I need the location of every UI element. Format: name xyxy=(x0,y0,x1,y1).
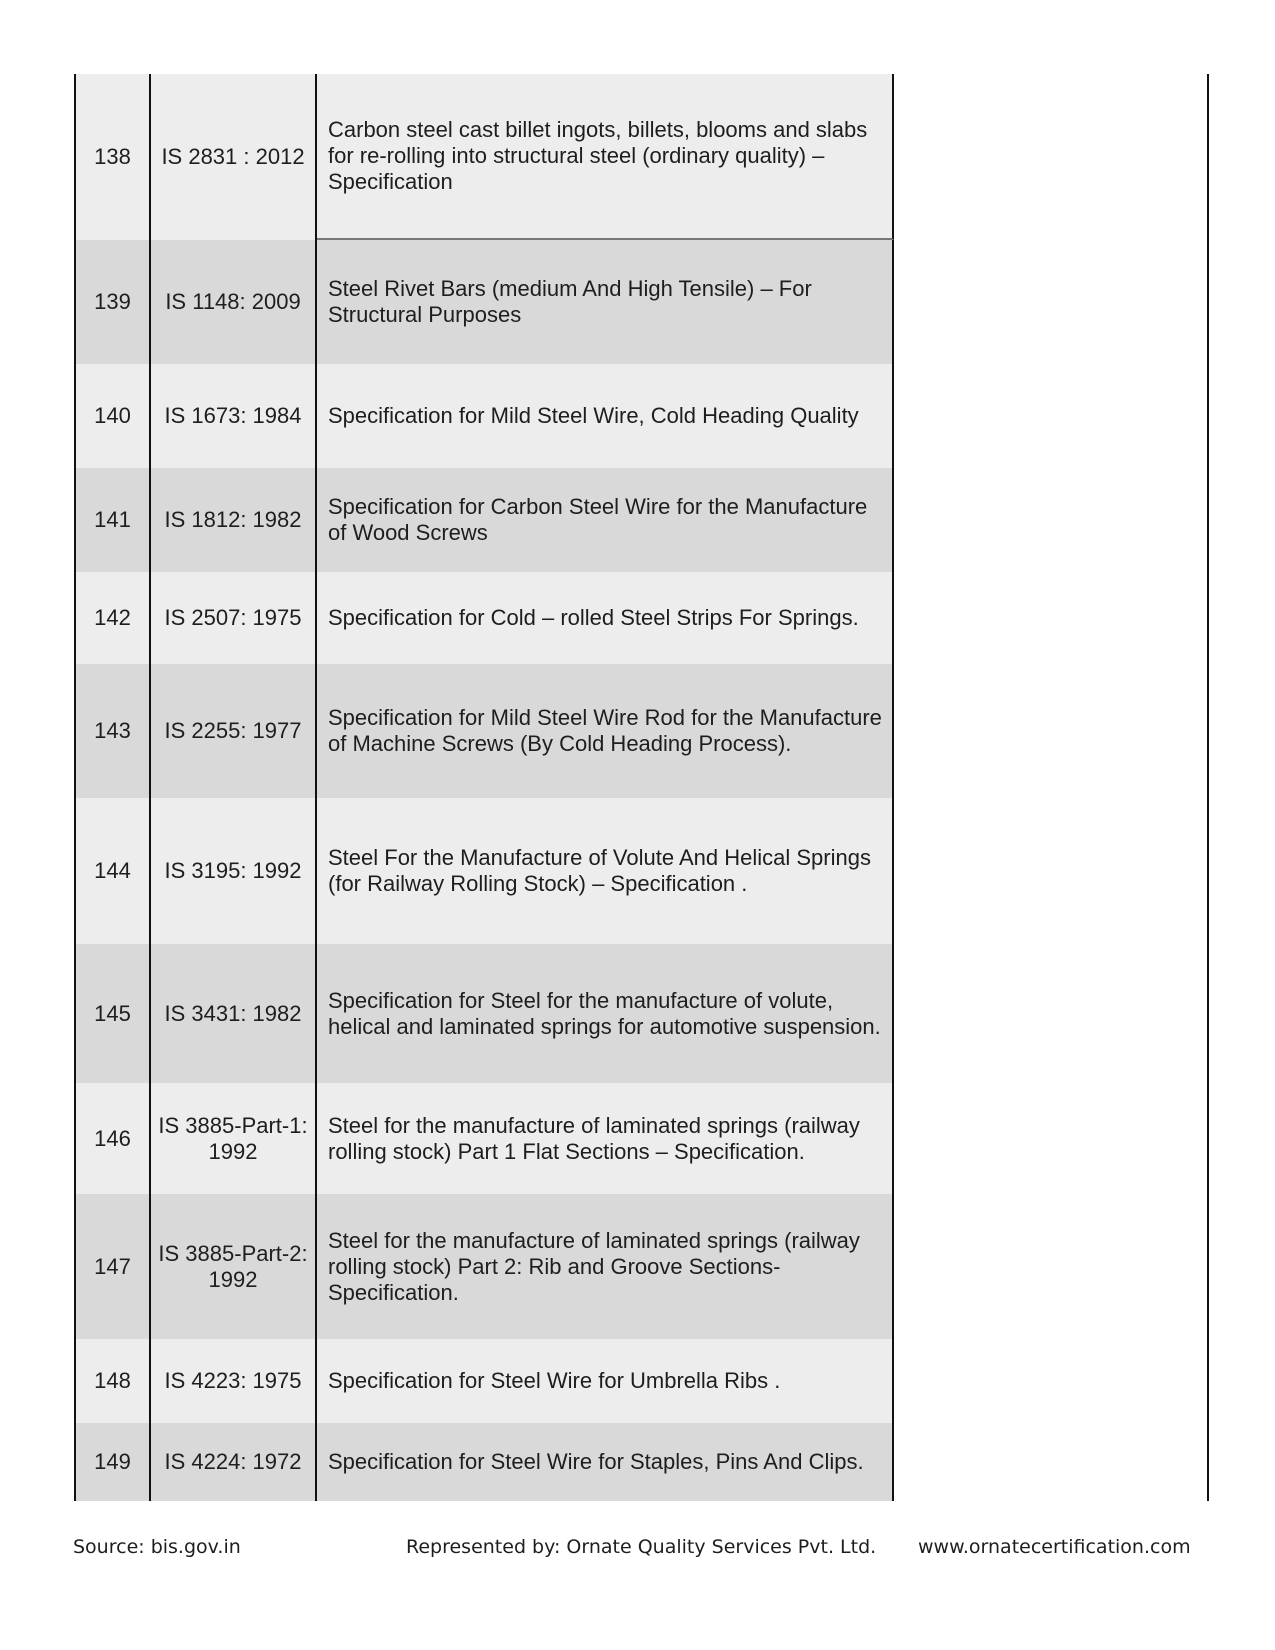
row-number: 142 xyxy=(74,572,151,664)
footer-website: www.ornatecertification.com xyxy=(918,1536,1191,1558)
standard-description: Specification for Steel Wire for Staples, Pins And Clips. xyxy=(317,1423,894,1501)
standard-description: Specification for Carbon Steel Wire for the Manufacture of Wood Screws xyxy=(317,468,894,572)
standard-code: IS 3885-Part-1: 1992 xyxy=(151,1083,317,1194)
row-number: 143 xyxy=(74,664,151,798)
page-footer xyxy=(0,1536,1275,1566)
row-number: 140 xyxy=(74,364,151,468)
standard-code: IS 1148: 2009 xyxy=(151,240,317,364)
table-row xyxy=(74,74,894,240)
table-row xyxy=(74,468,894,572)
standard-code: IS 2507: 1975 xyxy=(151,572,317,664)
row-number: 144 xyxy=(74,798,151,944)
row-number: 148 xyxy=(74,1339,151,1423)
standard-description: Specification for Mild Steel Wire Rod for the Manufacture of Machine Screws (By Cold Heading Process). xyxy=(317,664,894,798)
table-row xyxy=(74,1339,894,1423)
table-row xyxy=(74,664,894,798)
standard-description: Carbon steel cast billet ingots, billets, blooms and slabs for re-rolling into structural steel (ordinary quality) – Specification xyxy=(317,74,894,240)
row-number: 149 xyxy=(74,1423,151,1501)
standard-code: IS 2255: 1977 xyxy=(151,664,317,798)
table-row xyxy=(74,572,894,664)
standard-code: IS 2831 : 2012 xyxy=(151,74,317,240)
standard-code: IS 4223: 1975 xyxy=(151,1339,317,1423)
standard-code: IS 3431: 1982 xyxy=(151,944,317,1083)
standard-code: IS 4224: 1972 xyxy=(151,1423,317,1501)
standard-description: Specification for Mild Steel Wire, Cold Heading Quality xyxy=(317,364,894,468)
row-number: 147 xyxy=(74,1194,151,1339)
page-border-line xyxy=(1207,74,1209,1501)
table-row xyxy=(74,364,894,468)
standard-description: Steel for the manufacture of laminated springs (railway rolling stock) Part 1 Flat Sections – Specification. xyxy=(317,1083,894,1194)
standard-code: IS 1673: 1984 xyxy=(151,364,317,468)
row-number: 139 xyxy=(74,240,151,364)
standard-code: IS 3195: 1992 xyxy=(151,798,317,944)
row-number: 146 xyxy=(74,1083,151,1194)
standard-description: Steel For the Manufacture of Volute And Helical Springs (for Railway Rolling Stock) – Specification . xyxy=(317,798,894,944)
standard-description: Specification for Steel for the manufacture of volute, helical and laminated springs for automotive suspension. xyxy=(317,944,894,1083)
footer-represented-by: Represented by: Ornate Quality Services Pvt. Ltd. xyxy=(406,1536,877,1558)
table-row xyxy=(74,1423,894,1501)
table-row xyxy=(74,798,894,944)
table-row xyxy=(74,1194,894,1339)
row-number: 141 xyxy=(74,468,151,572)
row-number: 145 xyxy=(74,944,151,1083)
standard-description: Specification for Steel Wire for Umbrella Ribs . xyxy=(317,1339,894,1423)
row-number: 138 xyxy=(74,74,151,240)
standard-description: Specification for Cold – rolled Steel Strips For Springs. xyxy=(317,572,894,664)
standard-description: Steel for the manufacture of laminated springs (railway rolling stock) Part 2: Rib and Groove Sections-Specification. xyxy=(317,1194,894,1339)
standard-code: IS 3885-Part-2: 1992 xyxy=(151,1194,317,1339)
table-row xyxy=(74,240,894,364)
standard-code: IS 1812: 1982 xyxy=(151,468,317,572)
footer-source: Source: bis.gov.in xyxy=(73,1536,241,1558)
table-row xyxy=(74,944,894,1083)
table-row xyxy=(74,1083,894,1194)
standards-table xyxy=(74,74,894,1501)
standard-description: Steel Rivet Bars (medium And High Tensile) – For Structural Purposes xyxy=(317,240,894,364)
